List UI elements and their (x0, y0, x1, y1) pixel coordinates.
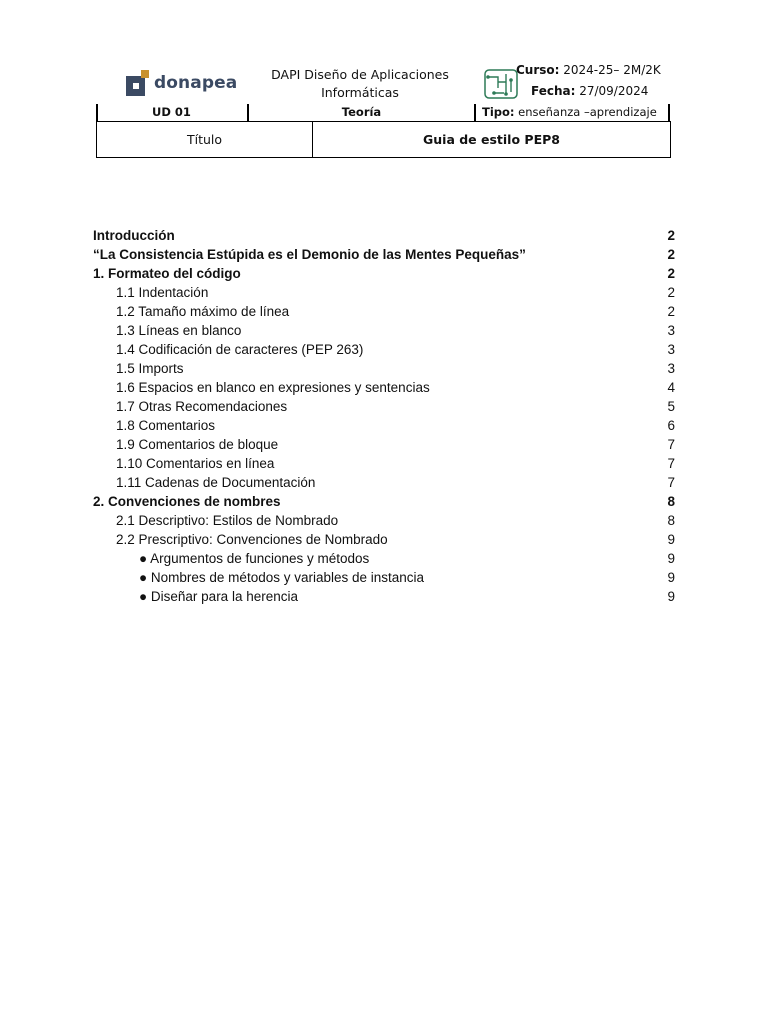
toc-entry-label: 1.10 Comentarios en línea (116, 456, 275, 471)
tipo-cell (482, 104, 668, 121)
toc-entry-page: 3 (667, 323, 675, 338)
toc-entry-page: 2 (667, 247, 675, 262)
toc-entry[interactable] (93, 454, 675, 473)
toc-entry-label: 1.2 Tamaño máximo de línea (116, 304, 290, 319)
toc-entry-label: 1.11 Cadenas de Documentación (116, 475, 316, 490)
toc-entry[interactable] (93, 492, 675, 511)
toc-entry[interactable] (93, 283, 675, 302)
toc-entry-page: 7 (667, 475, 675, 490)
toc-entry-label: 2.1 Descriptivo: Estilos de Nombrado (116, 513, 339, 528)
toc-entry-page: 3 (667, 342, 675, 357)
toc-entry[interactable] (93, 378, 675, 397)
toc-entry[interactable] (93, 416, 675, 435)
fecha-line (531, 84, 648, 98)
toc-entry-label: 1.5 Imports (116, 361, 184, 376)
document-header-title (250, 66, 470, 102)
toc-entry-page: 6 (667, 418, 675, 433)
toc-entry[interactable] (93, 340, 675, 359)
toc-entry-label: Introducción (93, 228, 175, 243)
table-of-contents (93, 226, 675, 606)
toc-entry-page: 4 (667, 380, 675, 395)
toc-entry-label: 2.2 Prescriptivo: Convenciones de Nombrado (116, 532, 388, 547)
toc-entry-page: 2 (667, 285, 675, 300)
toc-entry-label: ● Nombres de métodos y variables de instancia (139, 570, 425, 585)
header-table-row-2 (96, 121, 671, 158)
toc-entry[interactable] (93, 568, 675, 587)
donapea-logo (126, 68, 237, 98)
toc-entry-page: 9 (667, 570, 675, 585)
toc-entry[interactable] (93, 302, 675, 321)
fecha-value: 27/09/2024 (575, 84, 649, 98)
toc-entry-page: 2 (667, 228, 675, 243)
toc-entry[interactable] (93, 435, 675, 454)
toc-entry-label: 2. Convenciones de nombres (93, 494, 281, 509)
circuit-icon (484, 68, 518, 100)
toc-entry-page: 7 (667, 456, 675, 471)
toc-entry[interactable] (93, 264, 675, 283)
toc-entry[interactable] (93, 397, 675, 416)
toc-entry[interactable] (93, 359, 675, 378)
toc-entry-label: ● Argumentos de funciones y métodos (139, 551, 370, 566)
curso-line (516, 63, 661, 77)
toc-entry-page: 7 (667, 437, 675, 452)
logo-text: donapea (154, 73, 238, 93)
toc-entry-label: 1.1 Indentación (116, 285, 209, 300)
curso-value: 2024-25– 2M/2K (559, 63, 661, 77)
donapea-logo-icon (126, 70, 150, 96)
toc-entry-label: 1. Formateo del código (93, 266, 241, 281)
toc-entry[interactable] (93, 511, 675, 530)
toc-entry-label: ● Diseñar para la herencia (139, 589, 298, 604)
toc-entry-page: 9 (667, 551, 675, 566)
toc-entry-label: 1.3 Líneas en blanco (116, 323, 242, 338)
fecha-label: Fecha: (531, 84, 576, 98)
type-cell: Teoría (341, 105, 382, 119)
titulo-value-cell: Guia de estilo PEP8 (423, 132, 560, 147)
toc-entry[interactable] (93, 245, 675, 264)
header-table-row-1 (96, 104, 670, 122)
toc-entry-label: 1.6 Espacios en blanco en expresiones y sentencias (116, 380, 430, 395)
toc-entry-label: 1.4 Codificación de caracteres (PEP 263) (116, 342, 364, 357)
toc-entry-page: 2 (667, 266, 675, 281)
toc-entry-page: 8 (667, 494, 675, 509)
toc-entry-page: 3 (667, 361, 675, 376)
toc-entry[interactable] (93, 473, 675, 492)
toc-entry-label: 1.7 Otras Recomendaciones (116, 399, 288, 414)
toc-entry-page: 8 (667, 513, 675, 528)
toc-entry-page: 9 (667, 589, 675, 604)
toc-entry[interactable] (93, 226, 675, 245)
unit-cell: UD 01 (152, 105, 191, 119)
tipo-label: Tipo: (482, 105, 515, 119)
toc-entry-label: “La Consistencia Estúpida es el Demonio de las Mentes Pequeñas” (93, 247, 526, 262)
header-title-line2: Informáticas (321, 85, 399, 100)
toc-entry[interactable] (93, 587, 675, 606)
toc-entry[interactable] (93, 549, 675, 568)
toc-entry-page: 9 (667, 532, 675, 547)
header-title-line1: DAPI Diseño de Aplicaciones (271, 67, 449, 82)
toc-entry-label: 1.8 Comentarios (116, 418, 216, 433)
tipo-value: enseñanza –aprendizaje (514, 105, 657, 119)
toc-entry[interactable] (93, 530, 675, 549)
toc-entry-label: 1.9 Comentarios de bloque (116, 437, 279, 452)
titulo-label-cell: Título (186, 132, 223, 147)
toc-entry-page: 2 (667, 304, 675, 319)
toc-entry-page: 5 (667, 399, 675, 414)
toc-entry[interactable] (93, 321, 675, 340)
curso-label: Curso: (516, 63, 560, 77)
